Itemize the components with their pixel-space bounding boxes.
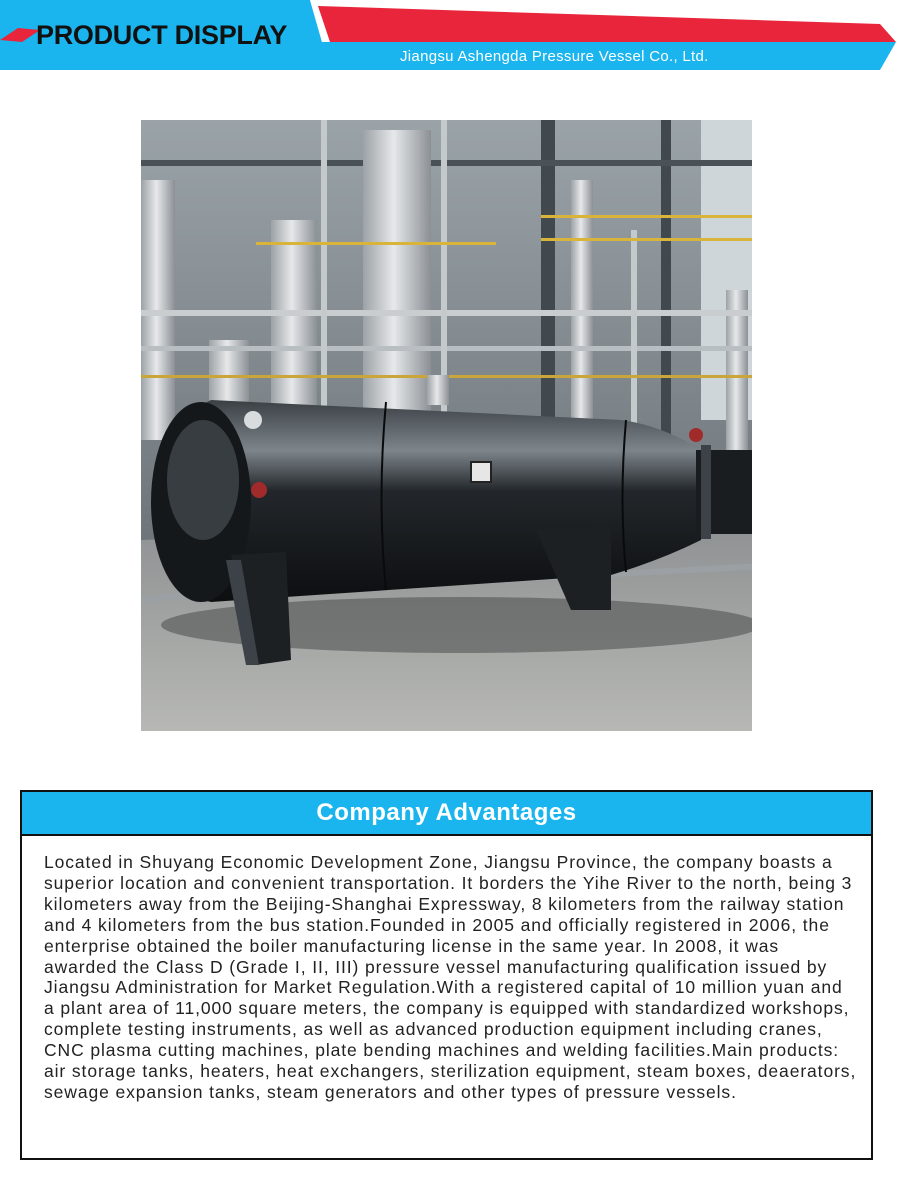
company-advantages-text: Located in Shuyang Economic Development Zone, Jiangsu Province, the company boasts a superior location and convenient transportation. It borders the Yihe River to the north, being 3 kilometers away from the Beijing-Shanghai Expressway, 8 kilometers from the railway station and 4 kilometers from the bus station.Founded in 2005 and officially registered in 2006, the enterprise obtained the boiler manufacturing license in the same year. In 2008, it was awarded the Class D (Grade I, II, III) pressure vessel manufacturing qualification issued by Jiangsu Administration for Market Regulation.With a registered capital of 10 million yuan and a plant area of 11,000 square meters, the company is equipped with standardized workshops, complete testing instruments, as well as advanced production equipment including cranes, CNC plasma cutting machines, plate bending machines and welding facilities.Main products: air storage tanks, heaters, heat exchangers, sterilization equipment, steam boxes, deaerators, sewage expansion tanks, steam generators and other types of pressure vessels. [44, 852, 857, 1102]
company-advantages-header [22, 792, 871, 836]
company-advantages-panel [20, 790, 873, 1160]
company-advantages-title: Company Advantages [316, 799, 577, 826]
product-photo [141, 120, 752, 731]
company-name: Jiangsu Ashengda Pressure Vessel Co., Ltd. [400, 48, 709, 65]
page-header [0, 0, 897, 75]
page-title: PRODUCT DISPLAY [36, 20, 288, 50]
